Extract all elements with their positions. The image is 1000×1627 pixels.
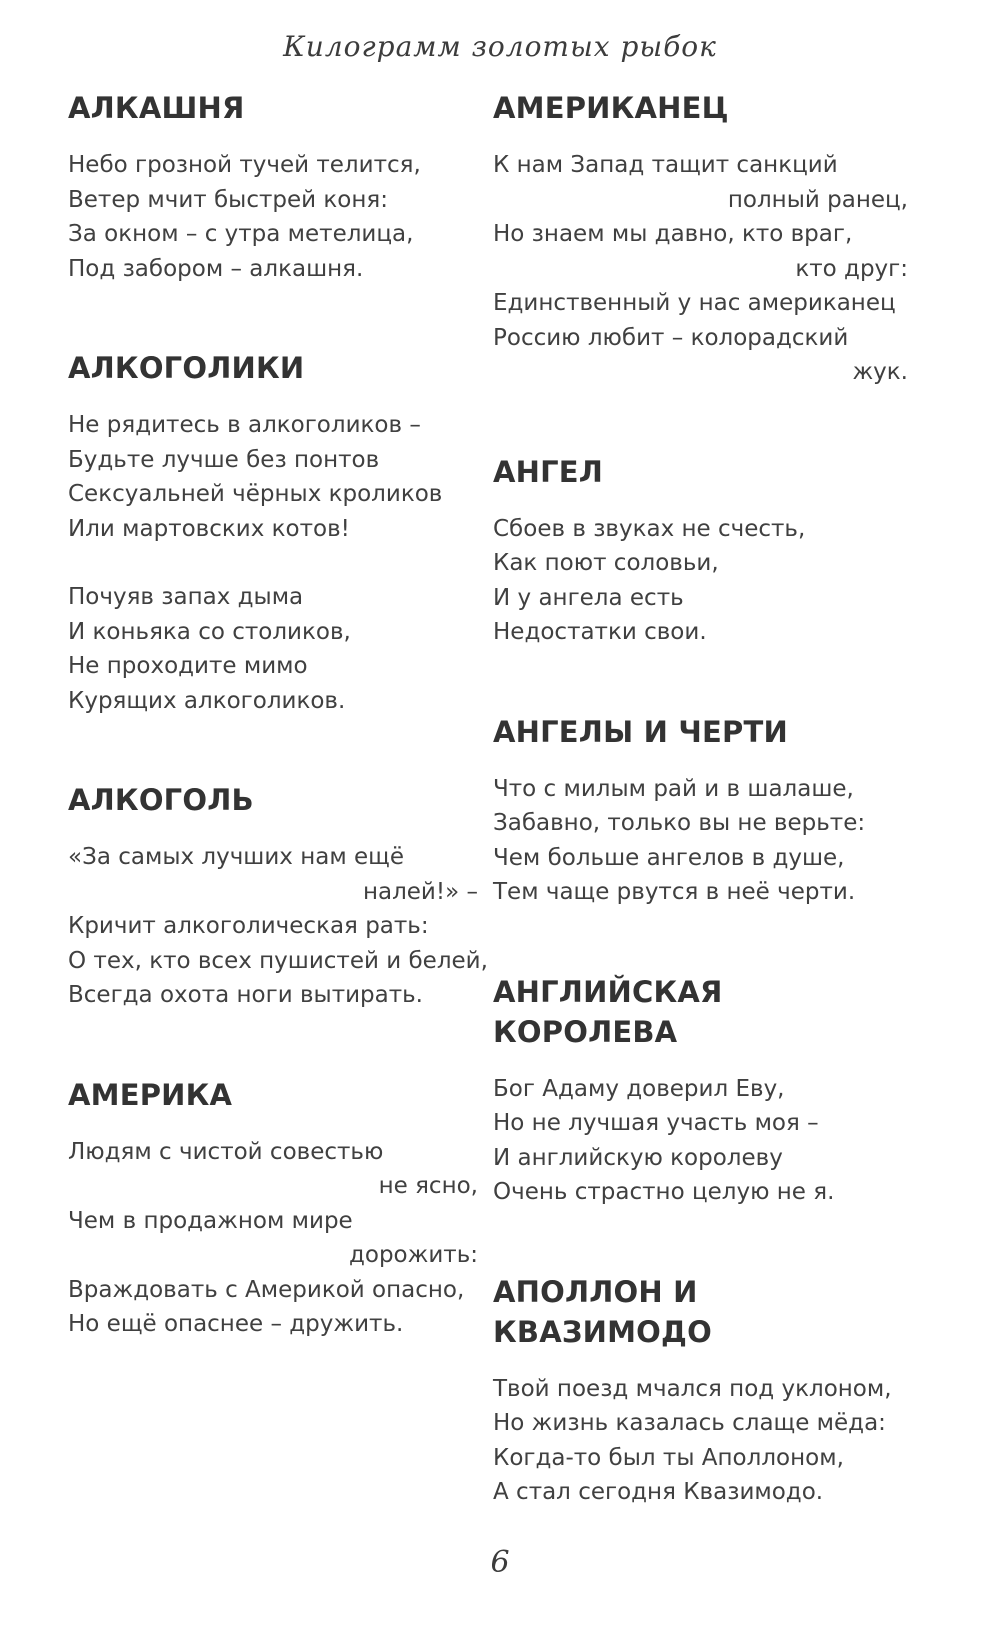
poem-alkogol — [68, 780, 488, 1013]
poem-line: Кричит алкоголическая рать: — [68, 913, 429, 939]
poem-title: АПОЛЛОН И КВАЗИМОДО — [493, 1274, 712, 1349]
poem-line: Россию любит – колорадский — [493, 324, 849, 351]
poem-line: Но жизнь казалась слаще мёда: — [493, 1410, 886, 1436]
poem-line: Людям с чистой совестью — [68, 1138, 384, 1165]
poem-apollon-i-kvazimodo — [493, 1272, 908, 1510]
poem-line: Курящих алкоголиков. — [68, 687, 346, 714]
poem-line: Сбоев в звуках не счесть, — [493, 515, 806, 542]
poem-angliyskaya-koroleva — [493, 972, 908, 1210]
poem-line: Единственный у нас американец — [493, 290, 896, 316]
poem-title: АЛКОГОЛИКИ — [68, 351, 305, 385]
poem-line: Но ещё опаснее – дружить. — [68, 1311, 404, 1337]
poem-line: Ветер мчит быстрей коня: — [68, 186, 388, 213]
poem-line: И английскую королеву — [493, 1144, 783, 1171]
poem-line: Но не лучшая участь моя – — [493, 1110, 819, 1136]
page-number: 6 — [490, 1545, 510, 1580]
poem-angel — [493, 452, 908, 650]
poem-line: Враждовать с Америкой опасно, — [68, 1276, 465, 1303]
poem-line: Тем чаще рвутся в неё черти. — [493, 879, 856, 905]
right-column — [493, 88, 908, 1572]
poem-title: АНГЕЛ — [493, 454, 604, 489]
poem-line: Очень страстно целую не я. — [493, 1179, 835, 1205]
poem-line: И коньяка со столиков, — [68, 618, 351, 645]
running-head: Килограмм золотых рыбок — [283, 30, 717, 63]
poem-alkashnya — [68, 88, 478, 286]
poem-line: О тех, кто всех пушистей и белей, — [68, 947, 488, 974]
poem-line-continuation: кто друг: — [795, 255, 908, 282]
poem-line: Или мартовских котов! — [68, 515, 350, 542]
poem-line: Почуяв запах дыма — [68, 584, 304, 610]
poem-line: Чем в продажном мире — [68, 1207, 353, 1234]
poem-amerika — [68, 1075, 478, 1342]
poem-amerikanets — [493, 88, 908, 390]
poem-line: К нам Запад тащит санкций — [493, 152, 838, 178]
poem-line: Твой поезд мчался под уклоном, — [493, 1375, 892, 1402]
poem-title: АЛКОГОЛЬ — [68, 783, 254, 817]
poem-alkogoliki — [68, 348, 478, 718]
poem-line: Что с милым рай и в шалаше, — [493, 775, 854, 802]
poem-line: Но знаем мы давно, кто враг, — [493, 221, 853, 247]
poem-line: Когда-то был ты Аполлоном, — [493, 1444, 844, 1471]
poem-line: «За самых лучших нам ещё — [68, 844, 404, 870]
poem-line: Не рядитесь в алкоголиков – — [68, 412, 421, 438]
poem-line-continuation: полный ранец, — [727, 186, 908, 213]
poem-line: Чем больше ангелов в душе, — [493, 844, 845, 871]
poem-line: Всегда охота ноги вытирать. — [68, 982, 423, 1008]
poem-line: За окном – с утра метелица, — [68, 221, 414, 247]
poem-line-continuation: налей!» – — [362, 878, 478, 905]
poem-line: Сексуальней чёрных кроликов — [68, 481, 443, 507]
poem-line: Под забором – алкашня. — [68, 255, 364, 282]
poem-title: АНГЕЛЫ И ЧЕРТИ — [493, 714, 788, 749]
poem-line: Бог Адаму доверил Еву, — [493, 1075, 785, 1102]
poem-title: АНГЛИЙСКАЯ КОРОЛЕВА — [493, 974, 723, 1049]
poem-line: А стал сегодня Квазимодо. — [493, 1479, 824, 1505]
poem-line: Не проходите мимо — [68, 653, 308, 679]
stanza-break — [68, 546, 478, 580]
poem-title: АЛКАШНЯ — [68, 91, 245, 125]
poem-angely-i-cherti — [493, 712, 908, 910]
poem-line-continuation: дорожить: — [348, 1242, 478, 1268]
poem-line-continuation: жук. — [852, 359, 908, 385]
poem-title: АМЕРИКАНЕЦ — [493, 91, 729, 125]
poem-line: И у ангела есть — [493, 584, 684, 611]
poem-line: Недостатки свои. — [493, 619, 707, 645]
poem-line: Забавно, только вы не верьте: — [493, 810, 866, 836]
left-column — [68, 88, 488, 1404]
poem-title: АМЕРИКА — [68, 1077, 233, 1112]
poem-line: Как поют соловьи, — [493, 550, 719, 576]
poem-line: Небо грозной тучей телится, — [68, 152, 421, 178]
poem-line: Будьте лучше без понтов — [68, 446, 380, 473]
poem-line-continuation: не ясно, — [378, 1173, 478, 1199]
